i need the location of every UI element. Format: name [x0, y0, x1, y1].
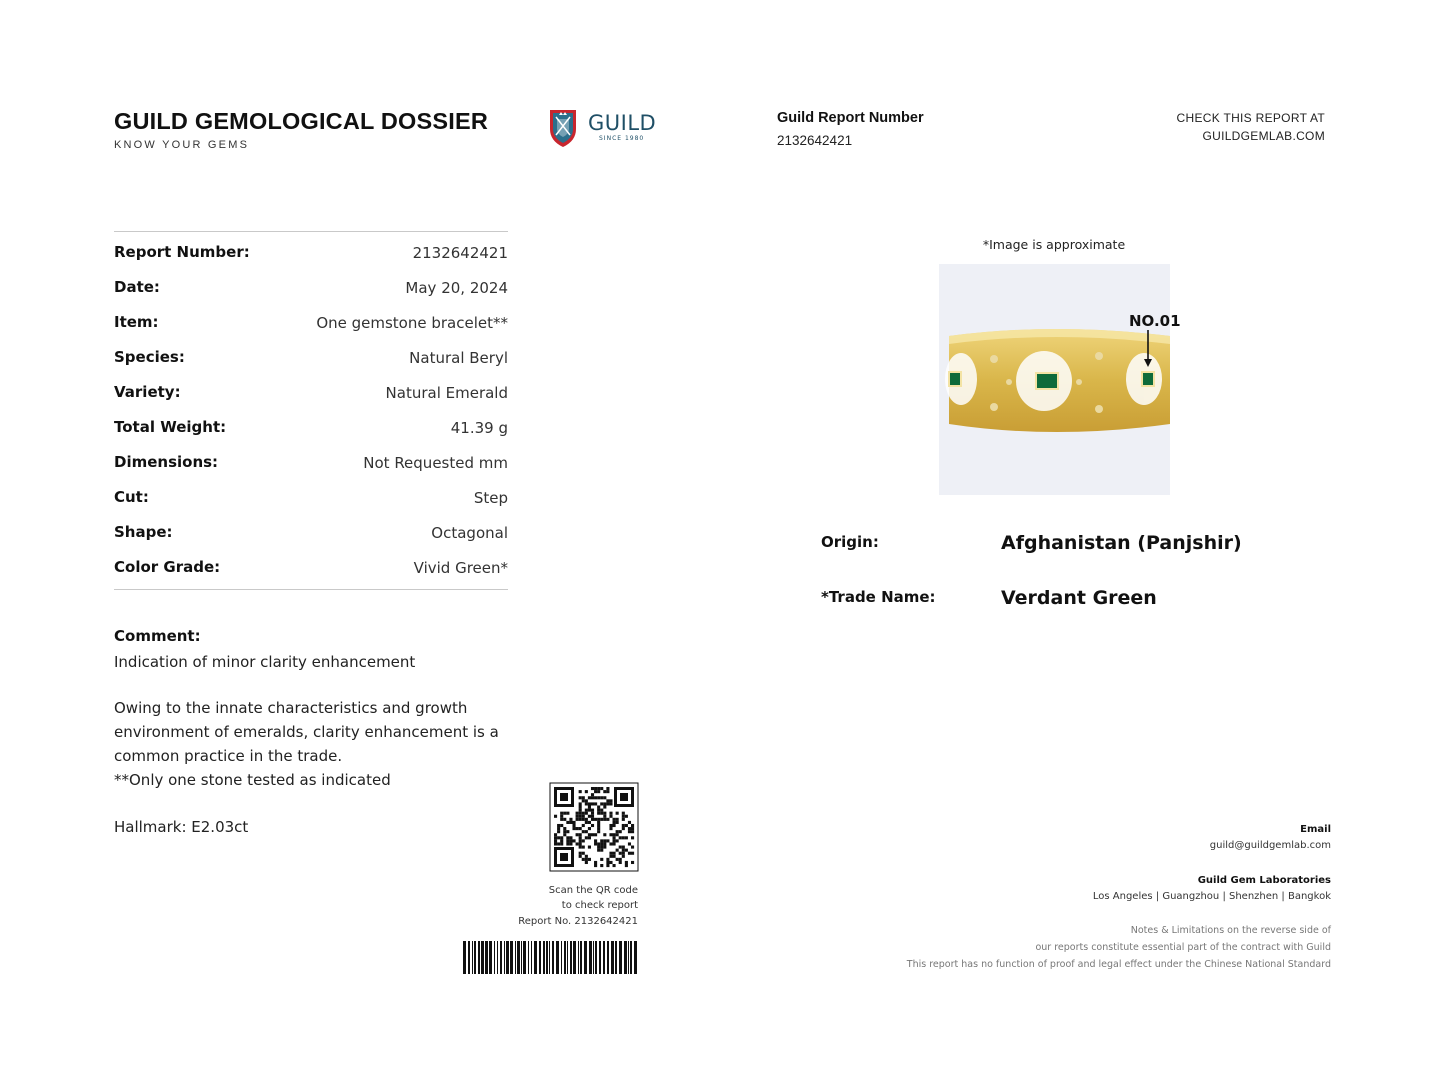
lab-name: Guild Gem Laboratories: [1197, 875, 1331, 886]
notes-line1: Notes & Limitations on the reverse side of: [1130, 925, 1331, 936]
report-number-value: 2132642421: [777, 133, 853, 148]
shield-icon: [548, 107, 582, 149]
qr-caption-line1: Scan the QR code: [548, 885, 638, 896]
check-report-line1: CHECK THIS REPORT AT: [1176, 111, 1325, 125]
detail-row-shape: [114, 523, 508, 547]
qr-caption-report-no: Report No. 2132642421: [518, 916, 638, 927]
document-title: GUILD GEMOLOGICAL DOSSIER: [114, 108, 489, 134]
detail-label: Shape:: [114, 523, 173, 541]
detail-label: Dimensions:: [114, 453, 219, 471]
tagline: KNOW YOUR GEMS: [114, 139, 250, 151]
check-report-url[interactable]: GUILDGEMLAB.COM: [1202, 129, 1325, 143]
qr-caption-line2: to check report: [561, 900, 638, 911]
comment-paragraph-line: common practice in the trade.: [114, 747, 343, 765]
notes-line3: This report has no function of proof and legal effect under the Chinese National Standard: [906, 959, 1331, 970]
trade-name-value: Verdant Green: [1001, 587, 1157, 609]
detail-value: Octagonal: [431, 524, 508, 542]
qr-code[interactable]: [550, 783, 638, 871]
lab-locations: Los Angeles | Guangzhou | Shenzhen | Bangkok: [1092, 891, 1331, 902]
divider-bottom: [114, 589, 508, 590]
origin-label: Origin:: [821, 533, 879, 551]
logo-since: SINCE 1980: [599, 135, 645, 142]
barcode: [463, 941, 638, 974]
divider-top: [114, 231, 508, 232]
detail-value: Not Requested mm: [363, 454, 508, 472]
detail-row-variety: [114, 383, 508, 407]
detail-row-cut: [114, 488, 508, 512]
comment-text: Indication of minor clarity enhancement: [114, 653, 416, 671]
comment-paragraph-line: **Only one stone tested as indicated: [114, 771, 391, 789]
detail-value: One gemstone bracelet**: [316, 314, 508, 332]
comment-paragraph-line: Owing to the innate characteristics and growth: [114, 699, 468, 717]
detail-label: Color Grade:: [114, 558, 221, 576]
origin-value: Afghanistan (Panjshir): [1001, 532, 1242, 554]
detail-value: 2132642421: [412, 244, 508, 262]
detail-value: 41.39 g: [450, 419, 508, 437]
detail-row-date: [114, 278, 508, 302]
comment-label: Comment:: [114, 627, 201, 645]
detail-row-species: [114, 348, 508, 372]
logo-wordmark: GUILD: [588, 111, 657, 135]
detail-value: Natural Emerald: [385, 384, 508, 402]
detail-row-item: [114, 313, 508, 337]
bracelet-image: [939, 264, 1181, 495]
detail-value: Step: [473, 489, 508, 507]
detail-row-total-weight: [114, 418, 508, 442]
email-value[interactable]: guild@guildgemlab.com: [1209, 840, 1331, 851]
detail-row-color-grade: [114, 558, 508, 582]
image-note: *Image is approximate: [982, 237, 1126, 252]
email-label: Email: [1300, 824, 1331, 835]
detail-label: Date:: [114, 278, 160, 296]
detail-label: Cut:: [114, 488, 149, 506]
detail-value: Vivid Green*: [413, 559, 508, 577]
detail-value: May 20, 2024: [405, 279, 508, 297]
detail-row-report-number: [114, 243, 508, 267]
detail-value: Natural Beryl: [409, 349, 508, 367]
report-number-label: Guild Report Number: [777, 110, 924, 126]
hallmark: Hallmark: E2.03ct: [114, 818, 249, 836]
detail-row-dimensions: [114, 453, 508, 477]
stone-annotation: NO.01: [1129, 312, 1181, 330]
detail-label: Report Number:: [114, 243, 250, 261]
notes-line2: our reports constitute essential part of the contract with Guild: [1035, 942, 1331, 953]
detail-label: Variety:: [114, 383, 181, 401]
detail-label: Total Weight:: [114, 418, 227, 436]
trade-name-label: *Trade Name:: [821, 588, 936, 606]
comment-paragraph-line: environment of emeralds, clarity enhancement is a: [114, 723, 499, 741]
detail-label: Species:: [114, 348, 185, 366]
detail-label: Item:: [114, 313, 159, 331]
guild-logo: [548, 107, 658, 149]
